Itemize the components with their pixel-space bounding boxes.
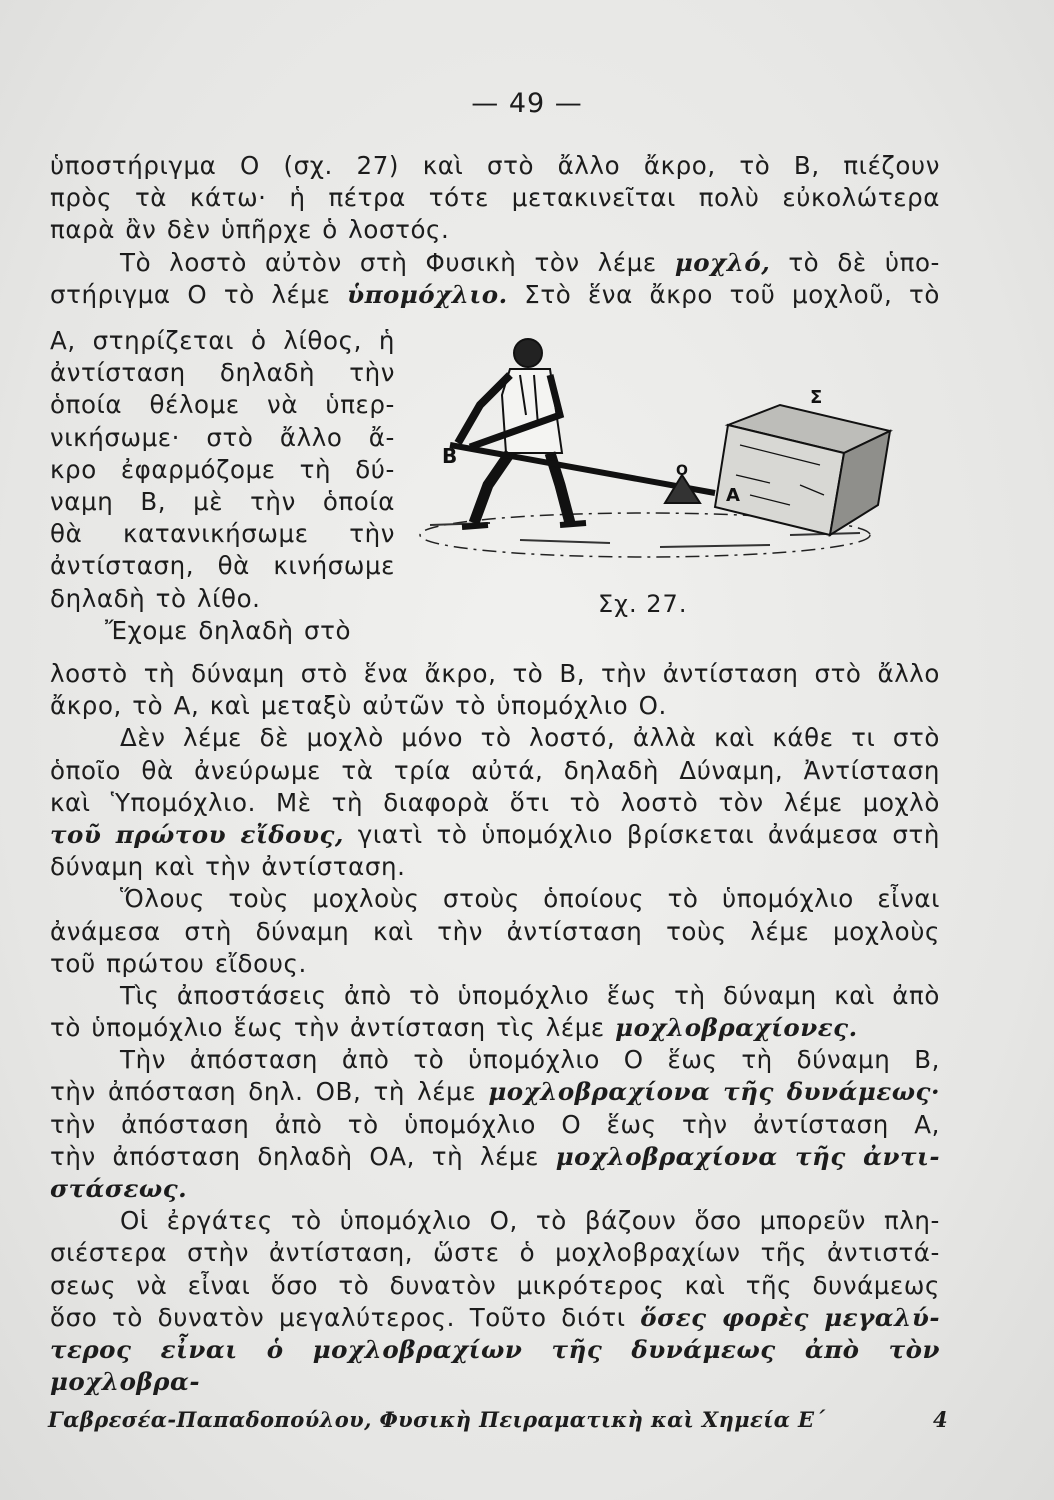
text-line: Ὅλους τοὺς μοχλοὺς στοὺς ὁποίους τὸ ὑπομόχλιο εἶναι [120,884,940,914]
text-line: νικήσωμε· στὸ ἄλλο ἄ- [50,422,395,452]
figure-label-s: Σ [810,387,823,408]
footer-text: Γαβρεσέα-Παπαδοπούλου, Φυσικὴ Πειραματικὴ καὶ Χημεία Ε΄ [48,1407,826,1432]
figure-label-o: Ο [676,463,688,479]
text-line: παρὰ ἂν δὲν ὑπῆρχε ὁ λοστός. [50,215,450,245]
text-line: ὁποῖο θὰ ἀνεύρωμε τὰ τρία αὐτά, δηλαδὴ Δύναμη, Ἀντίσταση [50,755,940,785]
stone-block [715,405,890,535]
text-run: Τὸ λοστὸ αὐτὸν στὴ Φυσικὴ τὸν λέμε [120,247,675,277]
term-resistance-arm: μοχλοβραχίονα τῆς ἀντι- [555,1141,940,1171]
text-run: τὴν ἀπόσταση δηλαδὴ ΟΑ, τὴ λέμε [50,1141,556,1171]
text-line: δηλαδὴ τὸ λίθο. [50,583,261,613]
text-line: ναμη Β, μὲ τὴν ὁποία [50,486,395,516]
term-first-kind: τοῦ πρώτου εἴδους, [50,819,344,849]
text-run: τὸ ὑπομόχλιο ἕως τὴν ἀντίσταση τὶς λέμε [50,1013,616,1043]
text-run: ὅσο τὸ δυνατὸν μεγαλύτερος. Τοῦτο διότι [50,1302,641,1332]
text-line: θὰ κατανικήσωμε τὴν [50,519,395,549]
text-line: ἄκρο, τὸ Α, καὶ μεταξὺ αὐτῶν τὸ ὑπομόχλιο Ο. [50,691,667,721]
text-line: ὑποστήριγμα Ο (σχ. 27) καὶ στὸ ἄλλο ἄκρο, τὸ Β, πιέζουν [50,151,940,180]
text-line [50,819,940,851]
text-line: πρὸς τὰ κάτω· ἡ πέτρα τότε μετακινεῖται πολὺ εὐκολώτερα [50,183,940,213]
text-line [50,1302,940,1334]
text-line: τὴν ἀπόσταση ἀπὸ τὸ ὑπομόχλιο Ο ἕως τὴν ἀντίσταση Α, [50,1109,940,1139]
term-ypomochlio: ὑπομόχλιο. [347,279,508,309]
term-force-arm: μοχλοβραχίονα τῆς δυνάμεως· [488,1077,940,1107]
text-line: Α, στηρίζεται ὁ λίθος, ἡ [50,326,395,355]
text-line: καὶ Ὑπομόχλιο. Μὲ τὴ διαφορὰ ὅτι τὸ λοστὸ τὸν λέμε μοχλὸ [50,787,940,817]
text-block-beside-figure [50,325,395,647]
sheet-number: 4 [932,1407,948,1432]
text-line: ἀντίσταση δηλαδὴ τὴν [50,358,395,388]
term-mochlos: μοχλό, [674,247,771,277]
lever-illustration [410,335,910,580]
figure-label-a: Α [726,485,740,506]
text-run: στήριγμα Ο τὸ λέμε [50,279,348,309]
text-line: ἀντίσταση, θὰ κινήσωμε [50,551,395,581]
footer-citation [48,1407,948,1432]
page-number: — 49 — [471,88,583,119]
term-emphasis: ὅσες φορὲς μεγαλύ- [640,1302,941,1332]
text-line: τοῦ πρώτου εἴδους. [50,948,307,978]
term-lever-arms: μοχλοβραχίονες. [615,1013,858,1043]
figure-label-b: Β [442,444,458,468]
text-block-main [50,658,941,1397]
text-line: Οἱ ἐργάτες τὸ ὑπομόχλιο Ο, τὸ βάζουν ὅσο μπορεῦν πλη- [120,1206,940,1236]
text-line: Ἔχομε δηλαδὴ στὸ [105,615,352,645]
text-run: τὸ δὲ ὑπο- [770,247,940,277]
text-line: Τὶς ἀποστάσεις ἀπὸ τὸ ὑπομόχλιο ἕως τὴ δύναμη καὶ ἀπὸ [120,980,940,1010]
text-line: σιέστερα στὴν ἀντίσταση, ὥστε ὁ μοχλοβραχίων τῆς ἀντιστά- [50,1238,940,1268]
text-line: λοστὸ τὴ δύναμη στὸ ἕνα ἄκρο, τὸ Β, τὴν ἀντίσταση στὸ ἄλλο [50,659,940,688]
text-line [50,1012,940,1044]
figure-caption: Σχ. 27. [598,590,688,618]
text-line [50,1173,940,1205]
text-line: ὁποία θέλομε νὰ ὑπερ- [50,390,395,420]
text-line: Δὲν λέμε δὲ μοχλὸ μόνο τὸ λοστό, ἀλλὰ καὶ κάθε τι στὸ [120,723,940,753]
text-line: σεως νὰ εἶναι ὅσο τὸ δυνατὸν μικρότερος καὶ τῆς δυνάμεως [50,1270,940,1300]
text-line [50,279,940,311]
text-line: Τὴν ἀπόσταση ἀπὸ τὸ ὑπομόχλιο Ο ἕως τὴ δύναμη Β, [120,1045,940,1075]
text-line: κρο ἐφαρμόζομε τὴ δύ- [50,454,395,484]
text-line [50,1141,940,1173]
text-line: τερος εἶναι ὁ μοχλοβραχίων τῆς δυνάμεως ἀπὸ τὸν μοχλοβρα- [50,1334,940,1397]
text-run: τὴν ἀπόσταση δηλ. ΟΒ, τὴ λέμε [50,1077,489,1107]
text-run: Στὸ ἕνα ἄκρο τοῦ μοχλοῦ, τὸ [507,279,940,309]
text-line [50,1076,940,1108]
text-line: ἀνάμεσα στὴ δύναμη καὶ τὴν ἀντίσταση τοὺς λέμε μοχλοὺς [50,916,940,946]
text-block-top [50,150,940,311]
text-line: δύναμη καὶ τὴν ἀντίσταση. [50,852,406,882]
text-line [50,247,940,279]
text-run: γιατὶ τὸ ὑπομόχλιο βρίσκεται ἀνάμεσα στὴ [343,819,940,849]
term-resistance-arm-end: στάσεως. [50,1174,188,1203]
worker-figure [458,339,586,527]
